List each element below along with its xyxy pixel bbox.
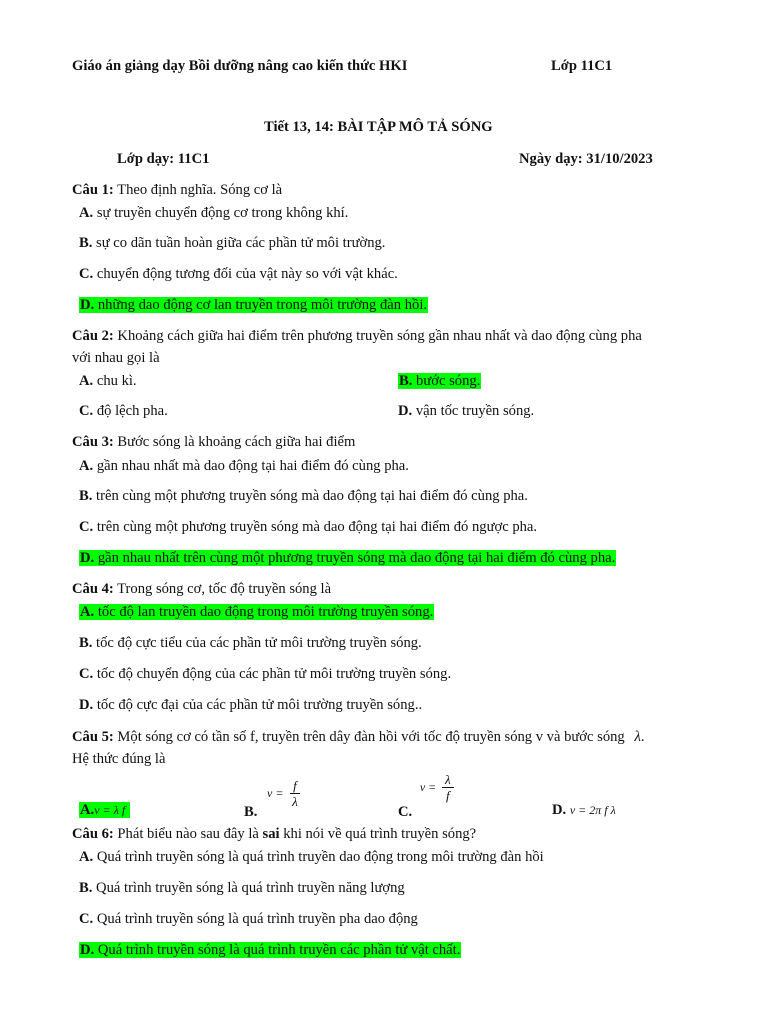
question-6-option-a [79,848,544,866]
question-5-text-line2: Hệ thức đúng là [72,751,166,767]
lambda-symbol: λ [634,729,641,745]
question-4-option-b [79,634,422,652]
option-text: trên cùng một phương truyền sóng mà dao động tại hai điểm đó cùng pha. [96,488,528,504]
option-letter: A. [79,849,94,865]
option-letter: B. [79,488,93,504]
fraction [289,778,301,809]
question-6-option-b [79,879,405,897]
option-text: tốc độ chuyển động của các phần tử môi trường truyền sóng. [96,666,452,682]
question-3-option-d-correct [79,549,616,567]
option-letter: D. [80,942,95,958]
question-5-option-d [552,801,616,819]
question-1-option-a [79,204,348,222]
document-header-class: Lớp 11C1 [551,58,613,74]
option-letter: C. [79,266,94,282]
formula-lhs: v = [267,785,284,800]
formula: v = 2π f λ [569,803,616,817]
option-letter: C. [79,519,94,535]
question-3-text: Bước sóng là khoảng cách giữa hai điểm [117,434,356,450]
question-5-label: Câu 5: [72,729,114,745]
option-letter: B. [79,235,93,251]
question-3 [72,433,355,451]
question-5-tail: . [640,729,645,745]
question-6-text-bold: sai [262,826,280,842]
question-2-text: Khoảng cách giữa hai điểm trên phương truyền sóng gần nhau nhất và dao động cùng pha [117,328,642,344]
fraction-numerator: λ [442,772,454,788]
option-letter: A. [79,458,94,474]
question-3-option-b [79,487,528,505]
option-text: Quá trình truyền sóng là quá trình truyền năng lượng [96,880,405,896]
question-6 [72,825,476,843]
question-2-option-d [398,402,534,420]
question-6-text-post: khi nói về quá trình truyền sóng? [283,826,477,842]
option-letter: C. [79,666,94,682]
question-2-option-a [79,372,137,390]
lesson-title: Tiết 13, 14: BÀI TẬP MÔ TẢ SÓNG [264,119,493,135]
question-4-option-c [79,665,451,683]
option-text: bước sóng. [416,373,481,389]
option-text: Quá trình truyền sóng là quá trình truyền các phần tử vật chất. [97,942,461,958]
option-letter: D. [80,550,95,566]
option-letter: C. [79,403,94,419]
option-letter: D. [552,802,567,818]
option-text: chu kì. [96,373,137,389]
formula: v = λ f [94,803,126,817]
question-5-text: Một sóng cơ có tần số f, truyền trên dây đàn hồi với tốc độ truyền sóng v và bước sóng [117,729,625,745]
option-letter: C. [79,911,94,927]
option-text: độ lệch pha. [96,403,168,419]
option-text: tốc độ cực tiểu của các phần tử môi trường truyền sóng. [96,635,422,651]
option-letter: D. [398,403,413,419]
option-letter: C. [398,804,413,820]
question-6-label: Câu 6: [72,826,114,842]
formula-lhs: v = [419,779,437,794]
option-text: sự truyền chuyển động cơ trong không khí. [96,205,349,221]
question-2-text-line2: với nhau gọi là [72,350,160,366]
question-4-text: Trong sóng cơ, tốc độ truyền sóng là [117,581,332,597]
fraction-denominator: f [445,788,450,803]
option-text: gần nhau nhất mà dao động tại hai điểm đó cùng pha. [96,458,409,474]
question-6-option-d-correct [79,941,461,959]
question-3-option-c [79,518,537,536]
fraction-denominator: λ [292,794,298,809]
question-1-label: Câu 1: [72,182,114,198]
option-text: gần nhau nhất trên cùng một phương truyền sóng mà dao động tại hai điểm đó cùng pha. [97,550,616,566]
option-letter: A. [79,373,94,389]
question-2-option-b-correct [398,372,481,390]
question-5-option-b [244,778,301,821]
option-text: tốc độ cực đại của các phần tử môi trường truyền sóng.. [96,697,423,713]
option-text: những dao động cơ lan truyền trong môi trường đàn hồi. [97,297,428,313]
option-text: Quá trình truyền sóng là quá trình truyền pha dao động [96,911,418,927]
option-text: sự co dãn tuần hoàn giữa các phần tử môi trường. [96,235,386,251]
option-text: tốc độ lan truyền dao động trong môi trường truyền sóng. [97,604,434,620]
question-1-text: Theo định nghĩa. Sóng cơ là [117,182,283,198]
option-letter: A. [80,802,95,818]
question-3-option-a [79,457,409,475]
question-4-label: Câu 4: [72,581,114,597]
option-letter: A. [79,205,94,221]
option-text: Quá trình truyền sóng là quá trình truyền dao động trong môi trường đàn hồi [96,849,544,865]
question-1 [72,181,282,199]
option-text: chuyển động tương đối của vật này so với vật khác. [96,266,398,282]
question-5-option-c [398,772,454,821]
option-text: vận tốc truyền sóng. [415,403,535,419]
question-1-option-c [79,265,398,283]
teaching-class: Lớp dạy: 11C1 [117,151,210,167]
teaching-date: Ngày dạy: 31/10/2023 [519,151,653,167]
fraction [442,772,454,803]
option-text: trên cùng một phương truyền sóng mà dao động tại hai điểm đó ngược pha. [96,519,538,535]
question-4 [72,580,331,598]
question-2-option-c [79,402,168,420]
fraction-numerator: f [290,778,300,794]
option-letter: B. [399,373,413,389]
question-3-label: Câu 3: [72,434,114,450]
option-letter: D. [80,297,95,313]
question-5-option-a-correct [79,801,130,819]
option-letter: B. [79,880,93,896]
question-2-label: Câu 2: [72,328,114,344]
document-header-title: Giáo án giảng dạy Bồi dưỡng nâng cao kiến thức HKI [72,58,408,74]
question-6-text-pre: Phát biểu nào sau đây là [117,826,259,842]
question-6-option-c [79,910,418,928]
question-1-option-b [79,234,385,252]
option-letter: A. [80,604,95,620]
question-2 [72,327,642,345]
question-5 [72,728,645,746]
option-letter: B. [244,804,258,820]
option-letter: D. [79,697,94,713]
question-1-option-d-correct [79,296,428,314]
question-4-option-a-correct [79,603,434,621]
question-4-option-d [79,696,422,714]
option-letter: B. [79,635,93,651]
